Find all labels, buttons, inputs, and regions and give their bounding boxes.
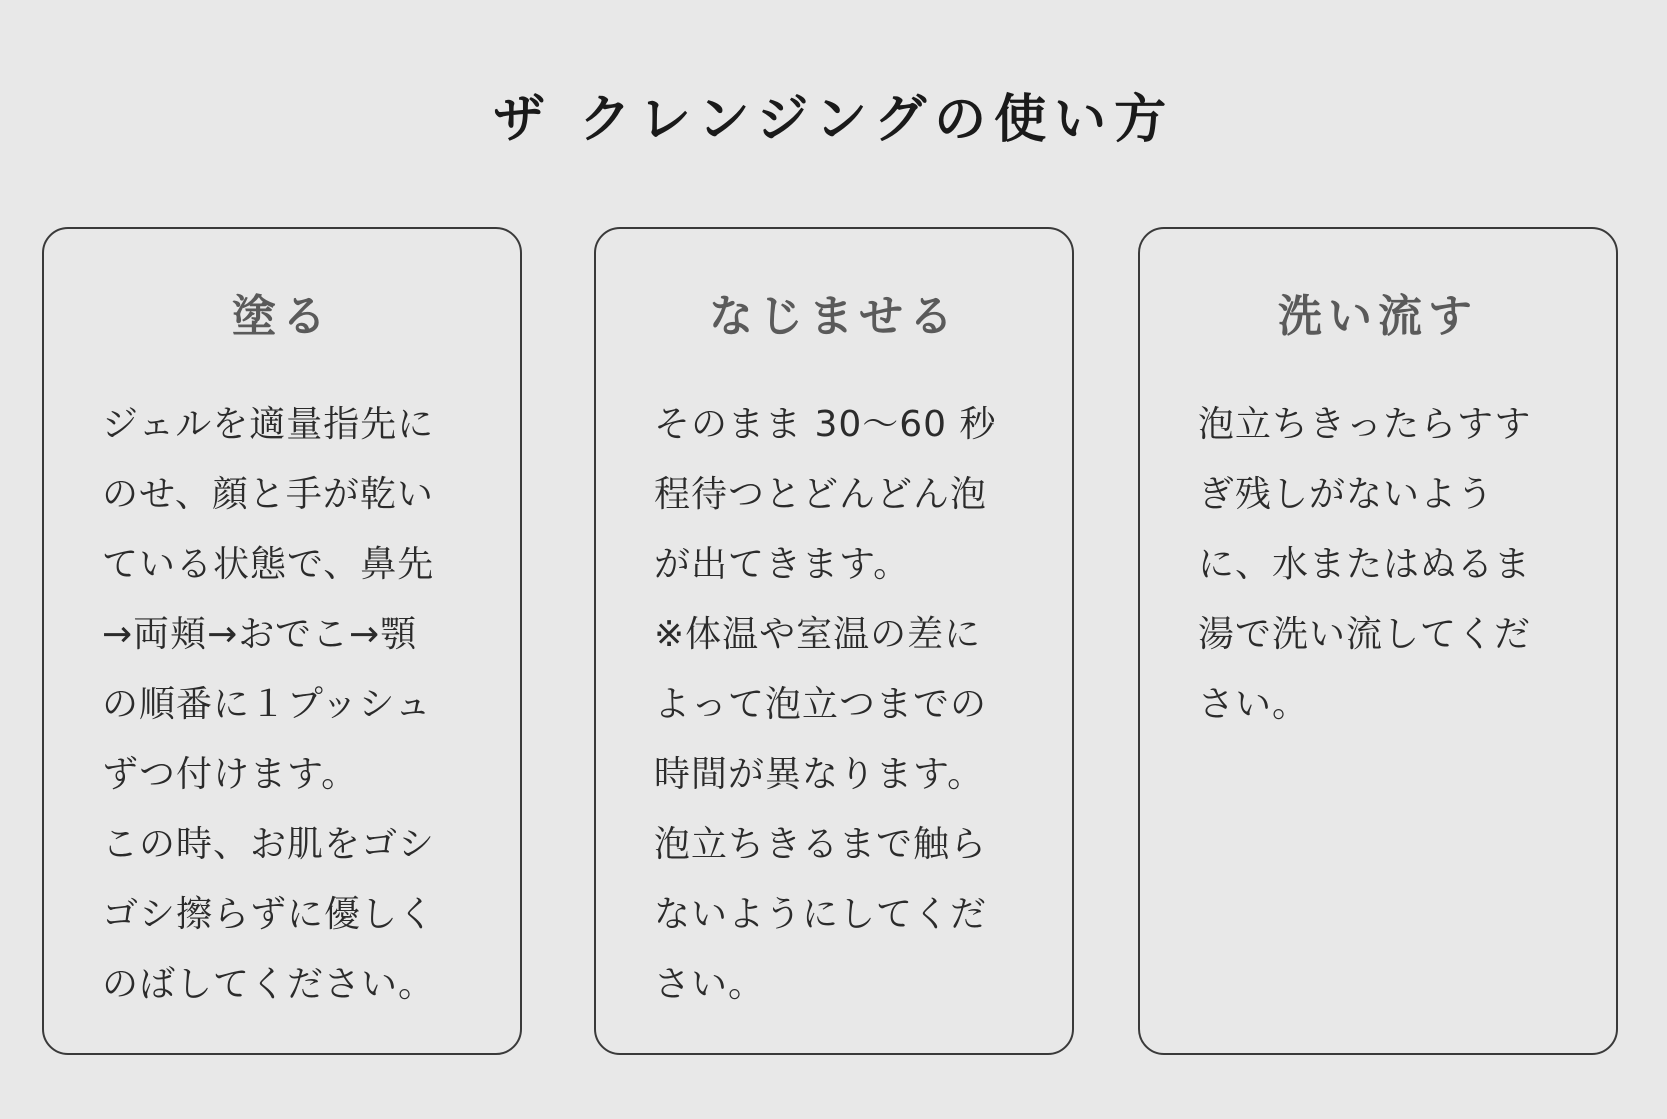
- card-line: ている状態で、鼻先: [102, 544, 435, 585]
- card-body: [654, 390, 1038, 1020]
- card-line: この時、お肌をゴシ: [102, 824, 436, 865]
- card-line: が出てきます。: [654, 544, 911, 585]
- card-line: のばしてください。: [102, 964, 436, 1005]
- card-line: ぎ残しがないよう: [1198, 474, 1495, 515]
- card-line: →両頬→おでこ→顎: [102, 614, 418, 655]
- card-line: さい。: [654, 964, 766, 1005]
- step-card-rinse: [1138, 227, 1618, 1055]
- card-line: さい。: [1198, 684, 1310, 725]
- step-card-apply: [42, 227, 522, 1055]
- card-line: ゴシ擦らずに優しく: [102, 894, 436, 935]
- card-line: に、水またはぬるま: [1198, 544, 1532, 585]
- card-body: [102, 390, 486, 1020]
- card-body: [1198, 390, 1582, 740]
- card-line: の順番に１プッシュ: [102, 684, 432, 725]
- card-line: ないようにしてくだ: [654, 894, 988, 935]
- card-line: 程待つとどんどん泡: [654, 474, 988, 515]
- card-heading: なじませる: [709, 291, 959, 342]
- card-heading: 塗る: [232, 291, 332, 342]
- card-line: よって泡立つまでの: [654, 684, 988, 725]
- card-line: 泡立ちきるまで触ら: [654, 824, 988, 865]
- card-line: 時間が異なります。: [654, 754, 985, 795]
- card-line: ※体温や室温の差に: [654, 614, 982, 655]
- card-line: そのまま 30〜60 秒: [654, 404, 997, 445]
- card-line: ジェルを適量指先に: [102, 404, 435, 445]
- page-title: ザ クレンジングの使い方: [492, 90, 1175, 150]
- card-line: ずつ付けます。: [102, 754, 359, 795]
- card-heading: 洗い流す: [1278, 291, 1478, 342]
- card-line: 湯で洗い流してくだ: [1198, 614, 1532, 655]
- card-line: のせ、顔と手が乾い: [102, 474, 434, 515]
- step-card-blend: [594, 227, 1074, 1055]
- card-line: 泡立ちきったらすす: [1198, 404, 1532, 445]
